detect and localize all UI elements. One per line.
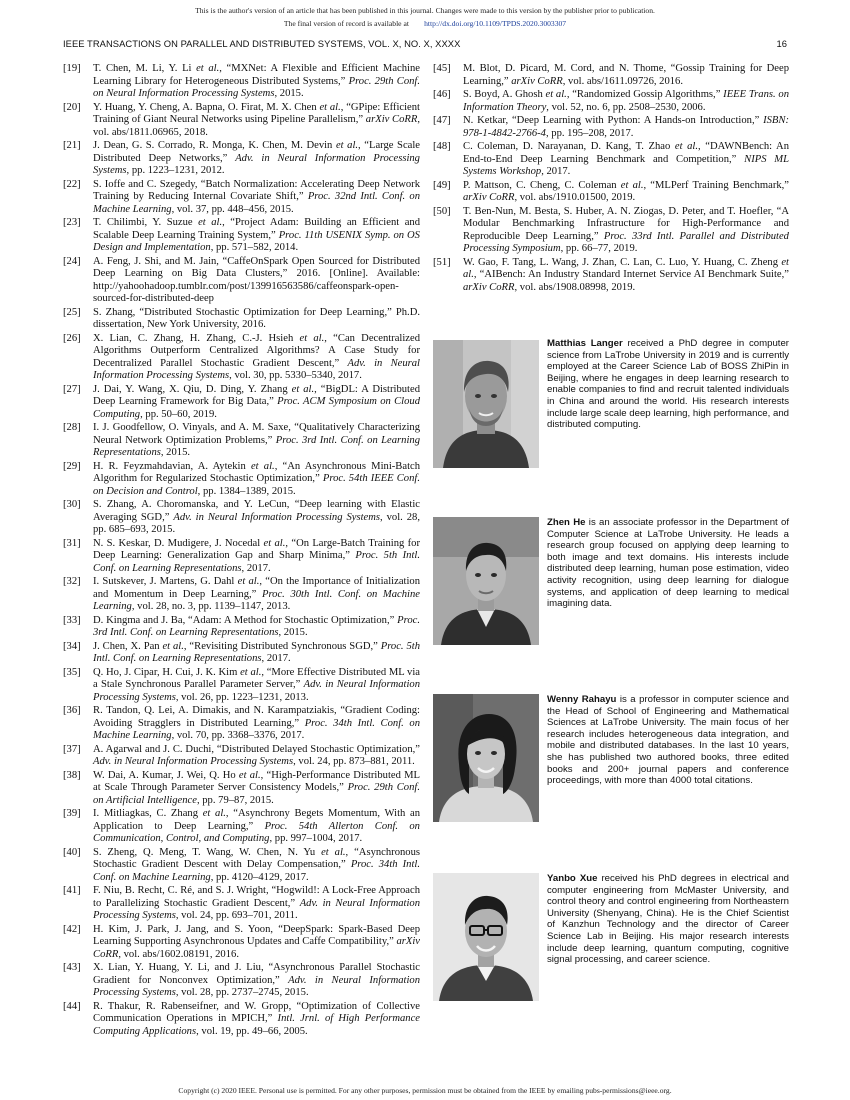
reference-number: [31]	[63, 537, 81, 549]
reference-number: [29]	[63, 460, 81, 472]
reference-entry	[63, 808, 420, 846]
reference-text: S. Ioffe and C. Szegedy, “Batch Normalization: Accelerating Deep Network Training by Reducing Internal Covariate Shift,” Proc. 32nd Intl. Conf. on Machine Learning, vol. 37, pp. 448–456, 2015.	[93, 178, 421, 215]
photo-zhen-he	[433, 517, 539, 645]
running-header	[63, 38, 787, 49]
reference-entry	[433, 257, 789, 295]
bio-text-matthias-langer	[547, 338, 789, 431]
reference-text: S. Zhang, A. Choromanska, and Y. LeCun, “Deep learning with Elastic Averaging SGD,” Adv. in Neural Information Processing Systems, vol. 28, pp. 685–693, 2015.	[93, 499, 420, 535]
reference-text: Q. Ho, J. Cipar, H. Cui, J. K. Kim et al., “More Effective Distributed ML via a Stale Synchronous Parallel Parameter Server,” Adv. in Neural Information Processing Systems, vol. 26, pp. 1223–1231, 2013.	[93, 666, 421, 703]
reference-entry	[433, 89, 789, 114]
reference-number: [47]	[433, 115, 451, 126]
reference-number: [26]	[63, 332, 81, 344]
reference-number: [35]	[63, 666, 81, 678]
reference-text: H. Kim, J. Park, J. Jang, and S. Yoon, “DeepSpark: Spark-Based Deep Learning Supporting Asynchronous Updates and Caffe Compatibility,” arXiv CoRR, vol. abs/1602.08191, 2016.	[93, 923, 420, 960]
reference-entry	[63, 705, 420, 743]
reference-entry	[433, 63, 789, 88]
reference-text: R. Tandon, Q. Lei, A. Dimakis, and N. Karampatziakis, “Gradient Coding: Avoiding Stragglers in Distributed Learning,” Proc. 34th Intl. Conf. on Machine Learning, vol. 70, pp. 3368–3376, 2017.	[93, 705, 420, 741]
references-right-column	[433, 63, 789, 295]
reference-number: [49]	[433, 179, 451, 191]
reference-entry	[433, 206, 789, 256]
reference-number: [44]	[63, 1000, 81, 1012]
reference-number: [20]	[63, 101, 81, 113]
reference-text: N. Ketkar, “Deep Learning with Python: A Hands-on Introduction,” ISBN: 978-1-4842-2766-4, pp. 195–208, 2017.	[463, 115, 789, 139]
reference-number: [32]	[63, 576, 81, 587]
bio-name: Yanbo Xue	[547, 873, 598, 884]
reference-text: S. Zhang, “Distributed Stochastic Optimization for Deep Learning,” Ph.D. dissertation, New York University, 2016.	[93, 306, 420, 330]
reference-entry	[63, 1001, 420, 1039]
reference-entry	[63, 499, 420, 537]
version-of-record-text: The final version of record is available at	[283, 19, 409, 28]
reference-entry	[63, 461, 420, 499]
reference-number: [42]	[63, 923, 81, 935]
reference-entry	[63, 422, 420, 460]
reference-entry	[63, 217, 420, 255]
reference-number: [37]	[63, 743, 81, 755]
reference-entry	[63, 333, 420, 383]
reference-entry	[63, 307, 420, 332]
reference-number: [30]	[63, 499, 81, 510]
reference-number: [28]	[63, 422, 81, 433]
bio-text-yanbo-xue	[547, 873, 789, 966]
reference-entry	[63, 576, 420, 614]
reference-number: [23]	[63, 217, 81, 228]
reference-number: [38]	[63, 769, 81, 781]
bio-text-wenny-rahayu	[547, 694, 789, 787]
reference-number: [22]	[63, 178, 81, 190]
reference-entry	[433, 180, 789, 205]
reference-text: T. Chen, M. Li, Y. Li et al., “MXNet: A Flexible and Efficient Machine Learning Library for Heterogeneous Distributed Systems,” Proc. 29th Conf. on Neural Information Processing Systems, 2015.	[93, 63, 420, 99]
reference-text: T. Ben-Nun, M. Besta, S. Huber, A. N. Ziogas, D. Peter, and T. Hoefler, “A Modular Benchmarking Infrastructure for High-Performance and Reproducible Deep Learning,” Proc. 33rd Intl. Parallel and Distributed Processing Symposium, pp. 66–77, 2019.	[463, 205, 789, 254]
bio-body: received a PhD degree in computer science from LaTrobe University in 2019 and is currently employed at the Career Science Lab of BOSS ZhiPin in Beijing, where he engages in deep learning research to enable companies to find and recruit talented individuals in China and around the world. His research interests include large scale deep learning, high performance, and distributed computing.	[547, 338, 789, 431]
reference-entry	[63, 847, 420, 885]
reference-text: T. Chilimbi, Y. Suzue et al., “Project Adam: Building an Efficient and Scalable Deep Learning Training System,” Proc. 11th USENIX Symp. on OS Design and Implementation, pp. 571–582, 2014.	[93, 217, 420, 253]
bio-name: Matthias Langer	[547, 338, 623, 349]
publisher-notice: This is the author's version of an article that has been published in this journal. Changes were made to this version by the publisher prior to publication.	[195, 6, 655, 15]
reference-number: [21]	[63, 140, 81, 151]
reference-entry	[63, 962, 420, 1000]
bio-body: is a professor in computer science and the Head of School of Engineering and Mathematical Sciences at LaTrobe University. The main focus of her research includes heterogeneous data integration, and mobile and distributed databases. In the last 10 years, she has published two authored books, three edited books and 200+ journal papers and conference proceedings, with more than 4000 total citations.	[547, 694, 789, 787]
version-of-record-line	[0, 19, 850, 28]
reference-entry	[63, 179, 420, 217]
reference-entry	[433, 141, 789, 179]
reference-number: [40]	[63, 846, 81, 858]
reference-number: [39]	[63, 808, 81, 819]
reference-text: D. Kingma and J. Ba, “Adam: A Method for Stochastic Optimization,” Proc. 3rd Intl. Conf. on Learning Representations, 2015.	[93, 614, 420, 638]
reference-number: [43]	[63, 962, 81, 973]
reference-text: N. S. Keskar, D. Mudigere, J. Nocedal et al., “On Large-Batch Training for Deep Learning: Generalization Gap and Sharp Minima,” Proc. 5th Intl. Conf. on Learning Representations, 2017.	[93, 537, 420, 574]
reference-entry	[63, 538, 420, 576]
reference-entry	[63, 770, 420, 808]
reference-entry	[63, 641, 420, 666]
reference-number: [33]	[63, 614, 81, 626]
reference-number: [24]	[63, 255, 81, 267]
reference-number: [34]	[63, 640, 81, 652]
reference-entry	[63, 744, 420, 769]
bio-body: is an associate professor in the Department of Computer Science at LaTrobe University. He leads a research group focused on applying deep learning to both image and text domains. His interests include distributed deep learning, human pose estimation, video activity recognition, using deep learning for dialogue systems, and application of deep learning to medical imagining data.	[547, 517, 789, 610]
reference-text: I. J. Goodfellow, O. Vinyals, and A. M. Saxe, “Qualitatively Characterizing Neural Network Optimization Problems,” Proc. 3rd Intl. Conf. on Learning Representations, 2015.	[93, 422, 420, 458]
reference-text: X. Lian, C. Zhang, H. Zhang, C.-J. Hsieh et al., “Can Decentralized Algorithms Outperform Centralized Algorithms? A Case Study for Decentralized Parallel Stochastic Gradient Descent,” Adv. in Neural Information Processing Systems, vol. 30, pp. 5330–5340, 2017.	[93, 332, 421, 381]
reference-text: I. Sutskever, J. Martens, G. Dahl et al., “On the Importance of Initialization and Momentum in Deep Learning,” Proc. 30th Intl. Conf. on Machine Learning, vol. 28, no. 3, pp. 1139–1147, 2013.	[93, 576, 421, 612]
reference-entry	[63, 102, 420, 140]
reference-text: X. Lian, Y. Huang, Y. Li, and J. Liu, “Asynchronous Parallel Stochastic Gradient for Nonconvex Optimization,” Adv. in Neural Information Processing Systems, vol. 28, pp. 2737–2745, 2015.	[93, 962, 420, 998]
reference-number: [25]	[63, 306, 81, 318]
bio-name: Wenny Rahayu	[547, 694, 617, 705]
bio-body: received his PhD degrees in electrical and computer engineering from McMaster University, and control theory and control engineering from Northeastern University (Shenyang, China). He is the Chief Scientist of Kanzhun Technology and the director of Career Science Lab in Beijing. His major research interests include deep learning, quantum computing, cognitive signal processing, and career science.	[547, 873, 789, 966]
reference-text: Y. Huang, Y. Cheng, A. Bapna, O. Firat, M. X. Chen et al., “GPipe: Efficient Training of Giant Neural Networks using Pipeline Parallelism,” arXiv CoRR, vol. abs/1811.06965, 2018.	[93, 101, 420, 138]
reference-number: [36]	[63, 705, 81, 716]
journal-title: IEEE TRANSACTIONS ON PARALLEL AND DISTRIBUTED SYSTEMS, VOL. X, NO. X, XXXX	[63, 38, 461, 49]
reference-entry	[433, 115, 789, 140]
reference-text: A. Agarwal and J. C. Duchi, “Distributed Delayed Stochastic Optimization,” Adv. in Neural Information Processing Systems, vol. 24, pp. 873–881, 2011.	[93, 743, 420, 767]
photo-yanbo-xue	[433, 873, 539, 1001]
reference-number: [50]	[433, 205, 451, 217]
reference-text: I. Mitliagkas, C. Zhang et al., “Asynchrony Begets Momentum, With an Application to Deep Learning,” Proc. 54th Allerton Conf. on Communication, Control, and Computing, pp. 997–1004, 2017.	[93, 808, 420, 844]
reference-number: [51]	[433, 256, 451, 268]
reference-text: J. Dean, G. S. Corrado, R. Monga, K. Chen, M. Devin et al., “Large Scale Distributed Deep Networks,” Adv. in Neural Information Processing Systems, pp. 1223–1231, 2012.	[93, 140, 420, 176]
bio-text-zhen-he	[547, 517, 789, 610]
photo-wenny-rahayu	[433, 694, 539, 822]
reference-entry	[63, 885, 420, 923]
reference-text: W. Dai, A. Kumar, J. Wei, Q. Ho et al., “High-Performance Distributed ML at Scale Through Parameter Server Consistency Models,” Proc. 29th Conf. on Artificial Intelligence, pp. 79–87, 2015.	[93, 769, 420, 806]
reference-number: [41]	[63, 885, 81, 896]
reference-number: [46]	[433, 89, 451, 100]
reference-text: S. Zheng, Q. Meng, T. Wang, W. Chen, N. Yu et al., “Asynchronous Stochastic Gradient Descent with Delay Compensation,” Proc. 34th Intl. Conf. on Machine Learning, pp. 4120–4129, 2017.	[93, 846, 420, 883]
reference-number: [45]	[433, 63, 451, 74]
page-number: 16	[776, 38, 787, 49]
reference-text: A. Feng, J. Shi, and M. Jain, “CaffeOnSpark Open Sourced for Distributed Deep Learning on Big Data Clusters,” 2016. [Online]. Available: http://yahoohadoop.tumblr.com/post/139916563586/caffeonspark-open-sourced-for-distributed-deep	[93, 255, 420, 304]
reference-text: W. Gao, F. Tang, L. Wang, J. Zhan, C. Lan, C. Luo, Y. Huang, C. Zheng et al., “AIBench: An Industry Standard Internet Service AI Benchmark Suite,” arXiv CoRR, vol. abs/1908.08998, 2019.	[463, 256, 789, 293]
reference-text: M. Blot, D. Picard, M. Cord, and N. Thome, “Gossip Training for Deep Learning,” arXiv CoRR, vol. abs/1611.09726, 2016.	[463, 63, 789, 87]
reference-entry	[63, 384, 420, 422]
references-left-column	[63, 63, 420, 1039]
reference-text: J. Chen, X. Pan et al., “Revisiting Distributed Synchronous SGD,” Proc. 5th Intl. Conf. on Learning Representations, 2017.	[93, 640, 420, 664]
reference-entry	[63, 256, 420, 306]
reference-entry	[63, 667, 420, 705]
bio-name: Zhen He	[547, 517, 586, 528]
photo-matthias-langer	[433, 340, 539, 468]
reference-entry	[63, 63, 420, 101]
reference-entry	[63, 140, 420, 178]
reference-text: C. Coleman, D. Narayanan, D. Kang, T. Zhao et al., “DAWNBench: An End-to-End Deep Learning Benchmark and Competition,” NIPS ML Systems Workshop, 2017.	[463, 141, 789, 177]
reference-number: [19]	[63, 63, 81, 74]
doi-link[interactable]: http://dx.doi.org/10.1109/TPDS.2020.3003307	[424, 19, 567, 28]
reference-entry	[63, 615, 420, 640]
reference-entry	[63, 924, 420, 962]
reference-text: S. Boyd, A. Ghosh et al., “Randomized Gossip Algorithms,” IEEE Trans. on Information Theory, vol. 52, no. 6, pp. 2508–2530, 2006.	[463, 89, 789, 113]
reference-number: [27]	[63, 383, 81, 395]
reference-text: J. Dai, Y. Wang, X. Qiu, D. Ding, Y. Zhang et al., “BigDL: A Distributed Deep Learning Framework for Big Data,” Proc. ACM Symposium on Cloud Computing, pp. 50–60, 2019.	[93, 383, 420, 420]
reference-text: F. Niu, B. Recht, C. Ré, and S. J. Wright, “Hogwild!: A Lock-Free Approach to Parallelizing Stochastic Gradient Descent,” Adv. in Neural Information Processing Systems, vol. 24, pp. 693–701, 2011.	[93, 885, 420, 921]
reference-text: H. R. Feyzmahdavian, A. Aytekin et al., “An Asynchronous Mini-Batch Algorithm for Regularized Stochastic Optimization,” Proc. 54th IEEE Conf. on Decision and Control, pp. 1384–1389, 2015.	[93, 460, 421, 497]
reference-number: [48]	[433, 141, 451, 152]
reference-text: P. Mattson, C. Cheng, C. Coleman et al., “MLPerf Training Benchmark,” arXiv CoRR, vol. abs/1910.01500, 2019.	[463, 179, 789, 203]
reference-text: R. Thakur, R. Rabenseifner, and W. Gropp, “Optimization of Collective Communication Operations in MPICH,” Intl. Jrnl. of High Performance Computing Applications, vol. 19, pp. 49–66, 2005.	[93, 1000, 420, 1037]
copyright-footer: Copyright (c) 2020 IEEE. Personal use is permitted. For any other purposes, permission must be obtained from the IEEE by emailing pubs-permissions@ieee.org.	[178, 1086, 672, 1095]
